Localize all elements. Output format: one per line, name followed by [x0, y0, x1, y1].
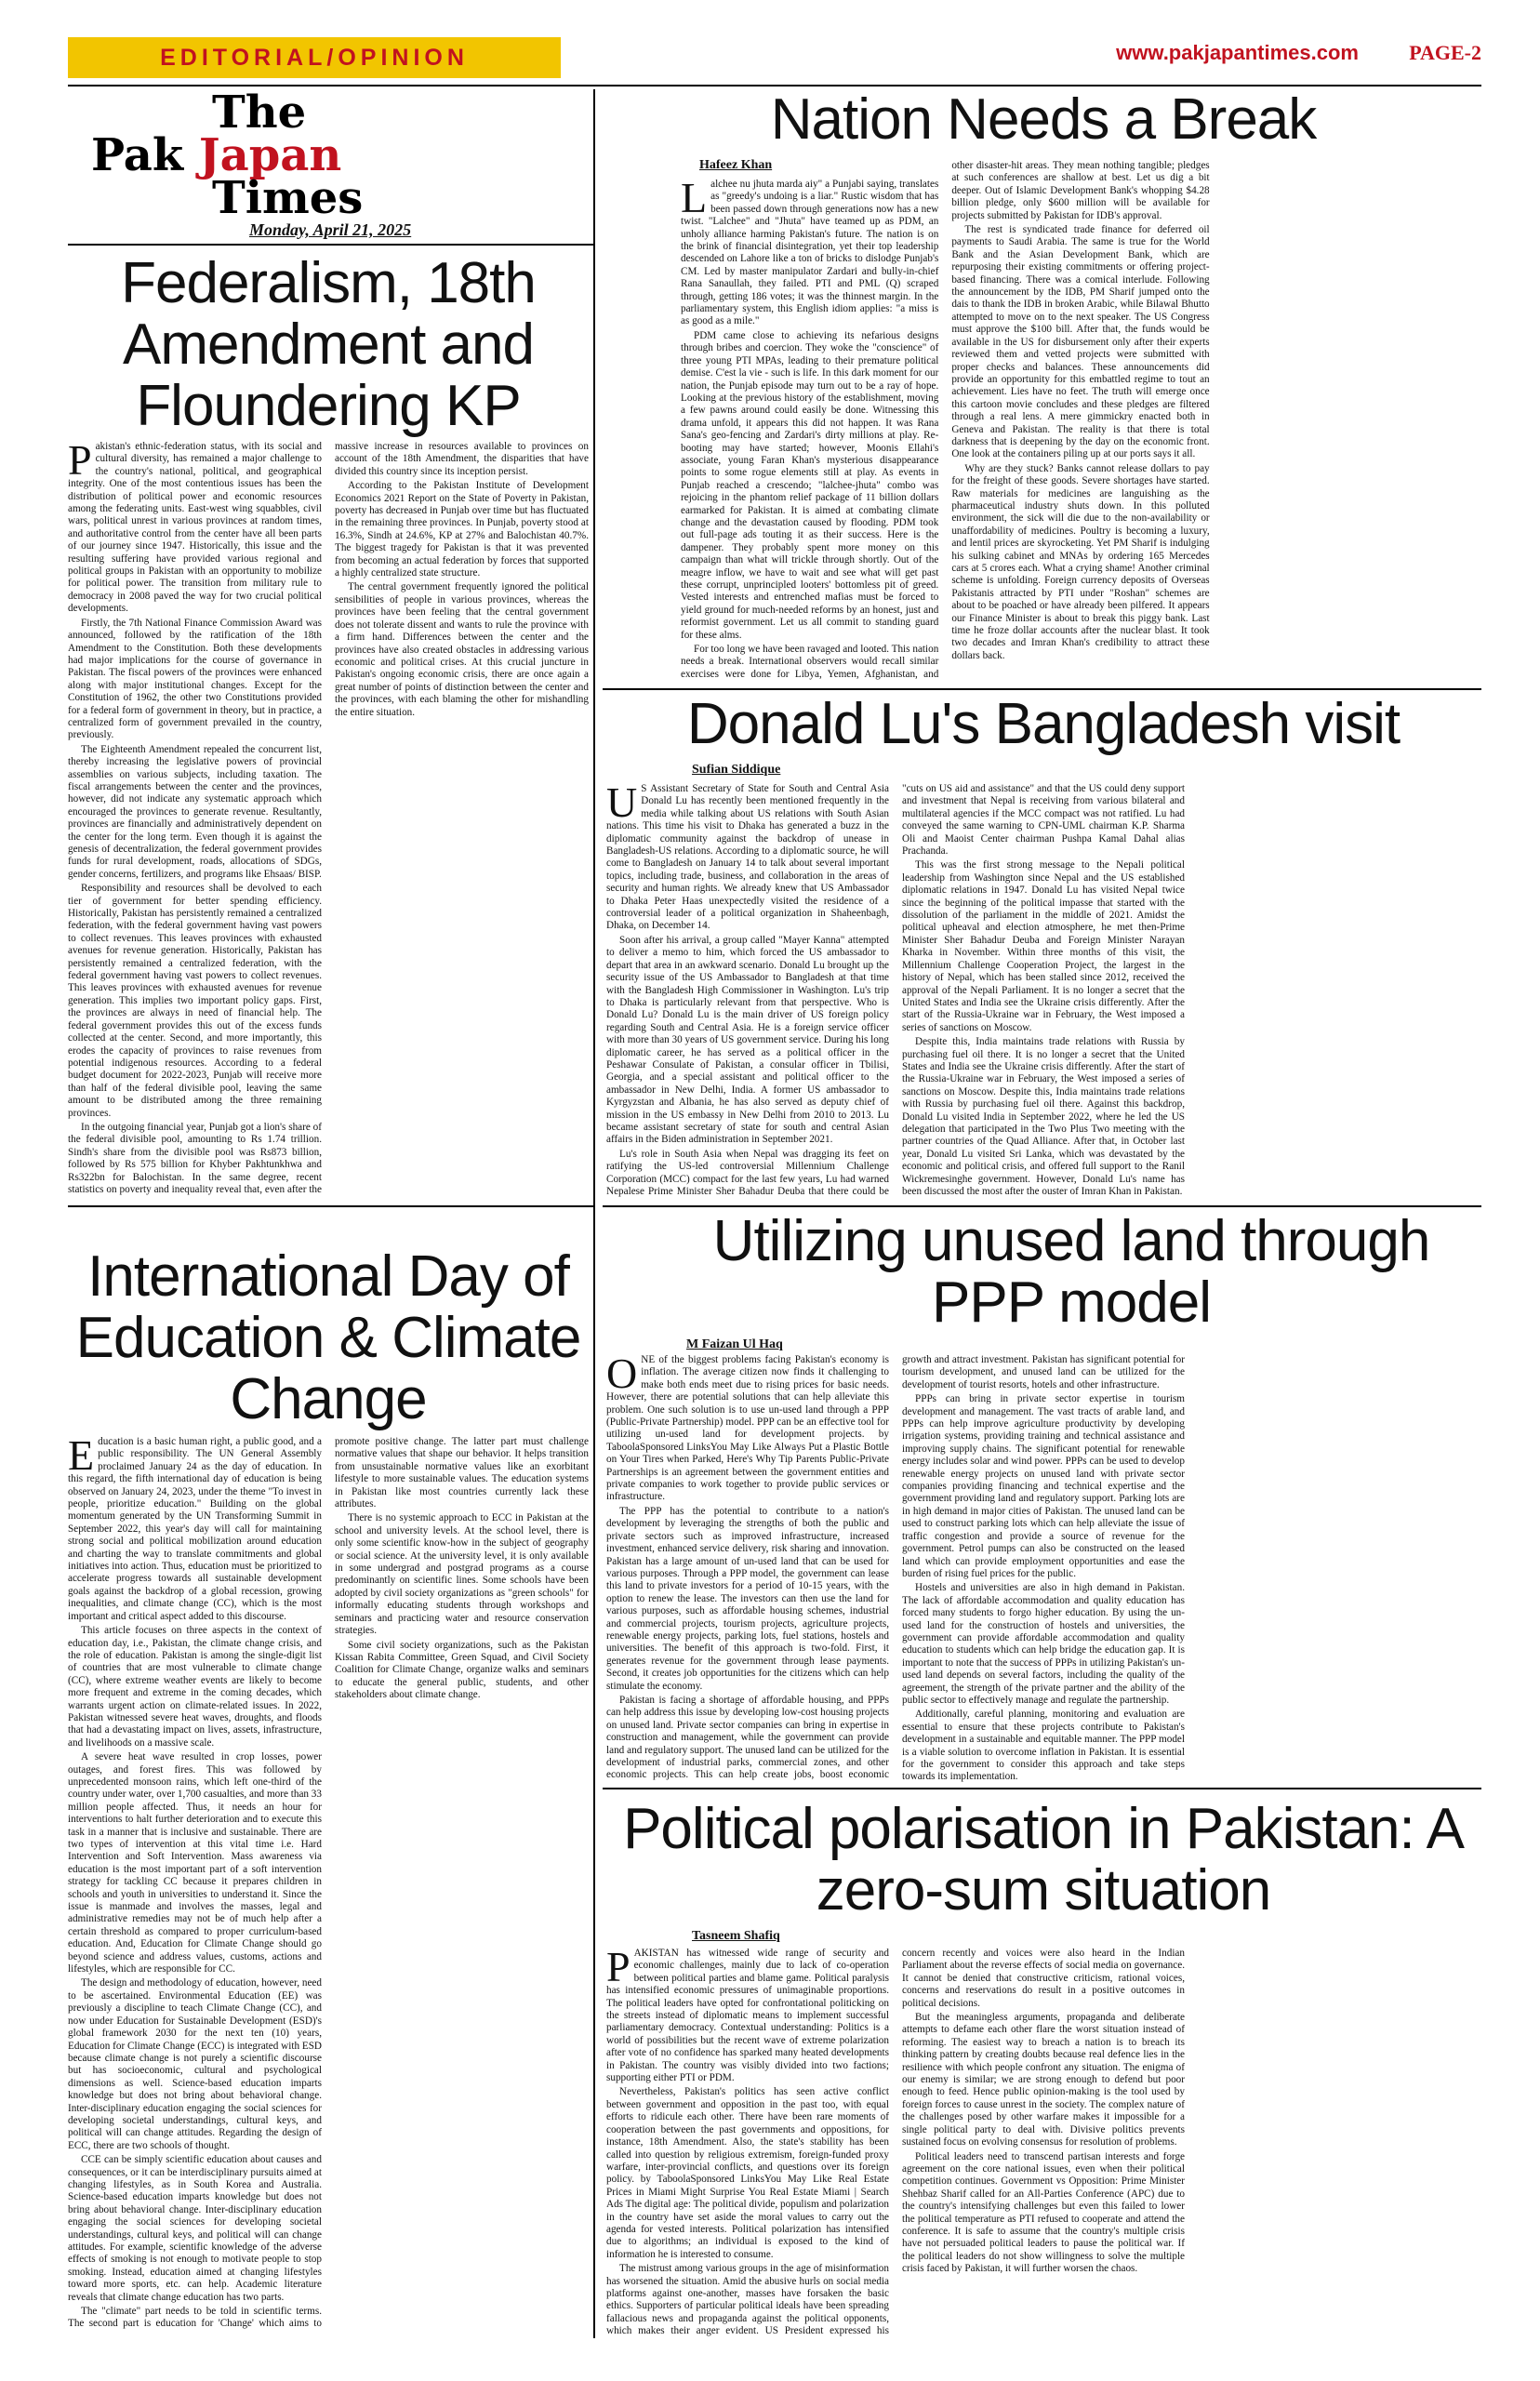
article-ppp — [606, 1211, 1480, 1784]
article-paragraph: Additionally, careful planning, monitoring and evaluation are essential to ensure that these projects contribute to Pakistan's development in a sustainable and equitable manner. The PPP model is a viable solution to overcome inflation in Pakistan. It is essential for the government to consider this approach and take steps towards its implementation. — [902, 1709, 1185, 1783]
article-paragraph: But the meaningless arguments, propaganda and deliberate attempts to defame each other flare the worst situation instead of reforming. The easiest way to breach a nation is to breach its thinking pattern by creating doubts because real defence lies in the resilience with which people confront any situation. The enigma of our enemy is similar; we are strong enough to defend but poor enough to feed. Hence public opinion-making is the tool used by foreign forces to cause unrest in the society. The complex nature of the challenges posed by other warfare makes it impossible for a single political party to deal with. Divisive politics prevents sustained focus on evolving consensus for resolution of problems. — [902, 2012, 1185, 2148]
section-rule — [68, 1205, 593, 1207]
article-paragraph: Lu's role in South Asia when Nepal was dragging its feet on ratifying the US-led controversial Millennium Challenge Corporation (MCC) compact for the last few years, Lu had warned Nepalese Prime Minister Sher Bahadur Deuba that there could be "cuts on US aid and assistance" and that the US could deny support and investment that Nepal is receiving from various bilateral and multilateral agencies if the MCC compact was not ratified. Lu had conveyed the same warning to CPN-UML chairman K.P. Sharma Oli and Maoist Center chairman Pushpa Kamal Dahal alias Prachanda. — [606, 783, 1185, 1197]
drop-cap: O — [606, 1354, 638, 1397]
article-byline: Tasneem Shafiq — [692, 1929, 780, 1943]
article-paragraph: This article focuses on three aspects in the context of education day, i.e., Pakistan, the climate change crisis, and the role of education. Pakistan is among the single-digit list of countries that are most vulnerable to climate change (CC), where extreme weather events are likely to become more frequent and extreme in the coming decades, which warrants urgent action on climate-related issues. In 2022, Pakistan witnessed severe heat waves, droughts, and floods that had a devastating impact on lives, assets, infrastructure, and livelihoods on a massive scale. — [68, 1625, 322, 1749]
article-paragraph: Nevertheless, Pakistan's politics has seen active conflict between government and opposition in the past too, with equal efforts to ridicule each other. There have been rare moments of cooperation between the past governments and oppositions, for instance, 18th Amendment. Also, the state's stability has been called into question by religious extremism, foreign-funded proxy warfare, inter-provincial conflicts, and questions over its foreign policy. by TaboolaSponsored LinksYou May Like Real Estate Prices in Miami Might Surprise You Real Estate Miami | Search Ads The digital age: The political divide, populism and polarization in the country have set aside the moral values to carry out the agenda for vested interests. Political polarization has intensified due to algorithms; an individual is exposed to the kind of information he is interested to consume. — [606, 2086, 889, 2260]
masthead-logo — [73, 86, 593, 244]
article-polarisation — [606, 1793, 1480, 2338]
section-rule — [603, 1205, 1481, 1207]
article-body — [606, 1354, 1480, 1784]
page-header — [68, 37, 1481, 78]
article-headline: Donald Lu's Bangladesh visit — [686, 692, 1401, 756]
article-federalism — [68, 249, 589, 1202]
article-body — [681, 160, 1480, 685]
article-paragraph: PDM came close to achieving its nefarious designs through bribes and coercion. They woke the "conscience" of three young PTI MPAs, leading to their premature political demise. C'est la vie - such is life. In this dark moment for our nation, the Punjab episode may turn out to be a ray of hope. Looking at the previous history of the establishment, moving a few pawns around could easily be done. Witnessing this drama unfold, it appears this did not happen. It was Rana Sana's geo-fencing and Zardari's dirty millions at play. Re-booting may have started; however, Moonis Ellahi's associate, young Faran Khan's mysterious disappearance points to some rogue elements still at play. As events in Punjab reached a crescendo; "lalchee-jhuta" combo was rejoicing in the phantom relief package of 11 billion dollars earmarked for Pakistan. It is aimed at combating climate change and the devastation caused by flooding. PDM took out full-page ads touting it as their success. Here is the dampener. They probably spent more money on this campaign than what will trickle through shortly. Out of the meagre inflow, we have to wait and see what will get past these corrupt, unprincipled looters' bottomless pit of greed. Vested interests and entrenched mafias must be forced to yield ground for much-needed reforms by an honest, just and reformist government. Let us all commit to standing guard for these alms. — [681, 329, 939, 641]
article-headline: International Day of Education & Climate Change — [75, 1244, 581, 1431]
article-headline: Political polarisation in Pakistan: A zero-sum situation — [623, 1797, 1464, 1922]
article-paragraph: The mistrust among various groups in the age of misinformation has worsened the situation. Amid the abusive hurls on social media platforms against one-another, masses have forsaken the basic ethics. Supporters of particular political ideals have been spreading fallacious news and propaganda against the political opponents, which makes their anger evident. US President expressed his concern recently and voices were also heard in the Indian Parliament about the reverse effects of social media on governance. It cannot be denied that constructive criticism, rational voices, concerns and reservations do result in a positive outcomes in political decisions. — [606, 1948, 1185, 2337]
drop-cap: P — [68, 441, 92, 484]
article-body — [68, 441, 589, 1202]
article-headline: Utilizing unused land through PPP model — [712, 1209, 1430, 1335]
article-headline: Federalism, 18th Amendment and Floundering KP — [121, 251, 536, 438]
article-body — [606, 1948, 1480, 2338]
section-label: EDITORIAL/OPINION — [68, 37, 561, 78]
masthead-pak: Pak — [91, 129, 184, 181]
article-paragraph: This was the first strong message to the Nepali political leadership from Washington since Nepal and the US established diplomatic relations in 1947. Donald Lu has visited Nepal twice since the beginning of the political impasse that started with the dissolution of the parliament in the middle of 2021. Amidst the political upheaval and election atmosphere, he met then-Prime Minister Sher Bahadur Deuba and Foreign Minister Narayan Kharka in November. Within three months of this visit, the Millennium Challenge Cooperation Project, the largest in the history of Nepal, which has been stalled since 2012, received the approval of the Nepali Parliament. It is no longer a secret that the United States and India see the Ukraine crisis differently. After the start of the Russia-Ukraine war in February, the West imposed a series of sanctions on Moscow. — [902, 859, 1185, 1033]
article-paragraph: Pakistan's ethnic-federation status, with its social and cultural diversity, has remained a major challenge to the country's national, political, and geographical integrity. One of the most contentious issues has been the distribution of political power and economic resources among the federating units. East-west wing squabbles, civil wars, political unrest in various provinces at random times, and authoritative control from the center have all been parts of our journey since 1947. Historically, this issue and the resulting suffering have provided various regional and political groups in Pakistan with an opportunity to mobilize for political power. The transition from military rule to democracy in 2008 paved the way for two crucial political developments. — [68, 441, 322, 615]
article-paragraph: PPPs can bring in private sector expertise in tourism development and management. The vast tracts of arable land, and PPPs can help improve agriculture productivity by developing irrigation systems, providing training and technical assistance and improving supply chains. The significant potential for renewable energy includes solar and wind power. PPPs can be used to develop renewable energy projects on unused land with private sector companies providing financing and technical expertise and the government providing land and regulatory support. Parking lots are in high demand in major cities of Pakistan. The unused land can be used to construct parking lots which can help alleviate the issue of traffic congestion and provide a source of revenue for the government. Petrol pumps can also be constructed on the leased land which can provide employment opportunities and ease the burden of rising fuel prices for the public. — [902, 1393, 1185, 1579]
article-body — [606, 783, 1480, 1202]
article-paragraph: ONE of the biggest problems facing Pakistan's economy is inflation. The average citizen now finds it challenging to make both ends meet due to rising prices for basic needs. However, there are potential solutions that can help alleviate this problem. One such solution is to use un-used land through a PPP (Public-Private Partnership) model. PPP can be an effective tool for utilizing un-used land for development projects. by TaboolaSponsored LinksYou May Like Always Put a Plastic Bottle on Your Tires when Parked, Here's Why Tip Parents Public-Private Partnerships is an agreement between the government entities and private companies to work together to provide public services or infrastructure. — [606, 1354, 889, 1503]
article-paragraph: Responsibility and resources shall be devolved to each tier of government for better spending efficiency. Historically, Pakistan has persistently remained a centralized federation, with the federal government having vast powers to collect revenues. This leaves provinces with exhausted avenues for revenue generation. Historically, Pakistan has persistently remained a centralized federation, with the federal government having vast powers to collect revenues. This leaves provinces with exhausted avenues for revenue generation. This implies two important policy gaps. First, the provinces are always in need of financial help. The federal government provides this out of the excess funds collected at the center. Second, and more importantly, this erodes the capacity of provinces to raise revenues from potential indigenous resources. According to a federal budget document for 2022-2023, Punjab will receive more than half of the federal divisible pool, leaving the same amount to be distributed among the three remaining provinces. — [68, 883, 322, 1119]
masthead-line-1: The — [212, 86, 307, 139]
article-paragraph: For too long we have been ravaged and looted. This nation needs a break. International observers would recall similar exercises were done for Libya, Yemen, Afghanistan, and other disaster-hit areas. They mean nothing tangible; pledges at such conferences are shallow at best. Let us dig a bit deeper. Out of Islamic Development Bank's whopping $4.28 billion pledge, only $600 million will be available for projects submitted by Pakistan for IDB's approval. — [681, 160, 1210, 680]
drop-cap: P — [606, 1948, 631, 1990]
article-paragraph: Political leaders need to transcend partisan interests and forge agreement on the core national issues, even when their political competition continues. Government vs Opposition: Prime Minister Shehbaz Sharif called for an All-Parties Conference (APC) due to the country's intensifying challenges but even this failed to lower the political temperature as PTI refused to cooperate and attend the conference. It is safe to assume that the country's multiple crisis have not persuaded political leaders to pause the political war. If the political leaders do not show willingness to solve the multiple crisis faced by Pakistan, it will further worsen the chaos. — [902, 2150, 1185, 2275]
masthead-line-3: Times — [212, 172, 364, 224]
article-paragraph: Despite this, India maintains trade relations with Russia by purchasing fuel oil there. It is no longer a secret that the United States and India see the Ukraine crisis differently. After the start of the Russia-Ukraine war in February, the West imposed a series of sanctions on Moscow. Despite this, India maintains trade relations with Russia by purchasing fuel oil there. Against this backdrop, Donald Lu visited India in September 2022, where he led the US delegation that participated in the Two Plus Two meeting with the partner countries of the Quad Alliance. After that, in October last year, Donald Lu visited Sri Lanka, which was devastated by the economic and political crisis, and offered full support to the Ranil Wickremesinghe government. However, Donald Lu's name has been discussed the most after the ouster of Imran Khan in Pakistan. — [902, 1036, 1185, 1197]
article-byline: M Faizan Ul Haq — [686, 1337, 783, 1351]
article-body — [68, 1436, 589, 2338]
article-paragraph: Hostels and universities are also in high demand in Pakistan. The lack of affordable accommodation and quality education has forced many students to forgo higher education. By using the un-used land for the construction of hostels and universities, the government can provide affordable accommodation and quality education to students which can help bridge the education gap. It is important to note that the success of PPPs in utilizing Pakistan's un-used land depends on several factors, including the quality of the agreement, the strength of the private partner and the ability of the public sector to effectively manage and regulate the partnership. — [902, 1582, 1185, 1706]
masthead-rule — [68, 244, 593, 246]
article-paragraph: According to the Pakistan Institute of Development Economics 2021 Report on the State of Poverty in Pakistan, poverty has decreased in Punjab over time but has fluctuated in the remaining three provinces. In Punjab, poverty stood at 16.3%, Sindh at 24.6%, KP at 27% and Balochistan 40.7%. The biggest tragedy for Pakistan is that it was prevented from becoming an actual federation by forces that supported a highly centralized state structure. — [335, 480, 589, 579]
article-paragraph: The central government frequently ignored the political sensibilities of people in various provinces, whereas the provinces have been feeling that the central government does not tolerate dissent and wants to rule the province with a firm hand. Differences between the center and the provinces have also created obstacles in addressing various economic and political crises. At this crucial juncture in Pakistan's ongoing economic crisis, there are once again a great number of points of distinction between the center and the provinces, with each blaming the other for mishandling the entire situation. — [335, 581, 589, 718]
article-paragraph: The rest is syndicated trade finance for deferred oil payments to Saudi Arabia. The same is true for the World Bank and the Asian Development Bank, which are repurposing their existing commitments or offering project-based financing. There was a comical interlude. Following the announcement by the IDB, PM Sharif jumped onto the dais to thank the IDB in broken Arabic, while Bilawal Bhutto attempted to move on to the next speaker. The US Congress must approve the $100 bill. After that, the funds would be available in the US for disbursement only after their experts reviewed them and vetted projects were submitted with proper checks and balances. These announcements did provide an opportunity for this embattled regime to tout an achievement. Lies have no feet. The truth will emerge once this cartoon movie concludes and these pledges are filtered through a real lens. A mere gimmickry enacted both in Geneva and Pakistan. The reality is that there is total darkness that is deepening by the day on the economic front. One look at the containers piling up at our ports says it all. — [951, 224, 1210, 460]
site-url-link[interactable]: www.pakjapantimes.com — [1116, 41, 1359, 64]
article-paragraph: Soon after his arrival, a group called "Mayer Kanna" attempted to deliver a memo to him, which forced the US ambassador to depart that area in an awkward scenario. Donald Lu brought up the security issue of the US Ambassador to Bangladesh at that time with the Bangladesh High Commissioner in Washington. Lu's trip to Dhaka is particularly relevant from that perspective. Who is Donald Lu? Donald Lu is the main driver of US foreign policy regarding South and Central Asia. He is a foreign service officer with more than 30 years of US government service. During his long diplomatic career, he has served as a political officer in the Peshawar Consulate of Pakistan, a consular officer in Tbilisi, Georgia, and a special assistant and political officer to the ambassador in New Delhi, India. A former US ambassador to Kyrgyzstan and Albania, he has also served as deputy chief of mission in the US embassy in New Delhi from 2010 to 2013. Lu became assistant secretary of state for south and central Asian affairs in the Biden administration in September 2021. — [606, 934, 889, 1146]
article-paragraph: Firstly, the 7th National Finance Commission Award was announced, followed by the ratification of the 18th Amendment to the Constitution. Both these developments had major implications for the course of governance in Pakistan. The fiscal powers of the provinces were enhanced along with major institutional changes. Except for the Constitution of 1962, the other two Constitutions provided for a federal form of government in theory, but in practice, a centralized form of government prevailed in the country, previously. — [68, 617, 322, 741]
page-number: PAGE-2 — [1409, 41, 1481, 64]
article-paragraph: Lalchee nu jhuta marda aiy" a Punjabi saying, translates as "greedy's undoing is a liar." Rustic wisdom that has been passed down through generations now has a new twist. "Lalchee" and "Jhuta" have teamed up as PDM, an unholy alliance harming Pakistan's future. The nation is on the brink of financial disintegration, yet their top leadership descended on Lahore like a ton of bricks to dislodge Punjab's CM. Led by master manipulator Zardari and bully-in-chief Rana Sanaullah, they failed. PTI and PML (Q) scraped through, getting 186 votes; it was the thinnest margin. In the parliamentary system, this English idiom applies: "a miss is as good as a mile." — [681, 174, 939, 327]
masthead-japan: Japan — [198, 129, 342, 181]
article-paragraph: The "climate" part needs to be told in scientific terms. The second part is education for 'Change' which aims to promote positive change. The latter part must challenge normative values that shape our behavior. It helps transition from unsustainable normative values like an exorbitant lifestyle to more sustainable values. The education systems in Pakistan like most countries currently lack these attributes. — [68, 1436, 589, 2330]
article-donald-lu — [606, 694, 1480, 1202]
article-nation — [606, 89, 1480, 685]
article-education — [68, 1211, 589, 2338]
article-paragraph: A severe heat wave resulted in crop losses, power outages, and forest fires. This was followed by unprecedented monsoon rains, which left one-third of the country under water, over 1,700 casualties, and more than 33 million people affected. Thus, it needs an hour for interventions to halt further deterioration and to execute this task in a manner that is inclusive and sustainable. There are two types of intervention at this vital time i.e. Hard Intervention and Soft Intervention. Mass awareness via education is the most important part of a soft intervention strategy for tackling CC because it prepares children in schools and youth in universities to understand it. Since the issue is manmade and involves the masses, legal and administrative remedies may not be of much help after a certain threshold as compared to proper curriculum-based education. And, Education for Climate Change should go beyond science and address values, customs, actions and lifestyles, which are responsible for CC. — [68, 1751, 322, 1975]
article-paragraph: The design and methodology of education, however, need to be ascertained. Environmental Education (EE) was previously a discipline to teach Climate Change (CC), and now under Education for Sustainable Development (ESD)'s global framework 2030 for the next ten (10) years, Education for Climate Change (ECC) is integrated with ESD because climate change is not purely a scientific discourse but has socioeconomic, cultural and psychological dimensions as well. Science-based education imparts knowledge but does not bring about behavioral change. Inter-disciplinary education engaging the social sciences for developing societal understandings, cultural keys, and political will can change attitudes. Regarding the design of ECC, there are two schools of thought. — [68, 1977, 322, 2151]
article-paragraph: In the outgoing financial year, Punjab got a lion's share of the federal divisible pool, amounting to Rs 1.74 trillion. Sindh's share from the divisible pool was Rs873 billion, followed by Rs 575 billion for Khyber Pakhtunkhwa and Rs322bn for Balochistan. In the same degree, recent statistics on poverty and inequality reveal that, even after the massive increase in resources available to provinces on account of the 18th Amendment, the disparities that have divided this country since its inception persist. — [68, 441, 589, 1195]
article-paragraph: The Eighteenth Amendment repealed the concurrent list, thereby increasing the legislative powers of provincial assemblies on various subjects, including taxation. The fiscal arrangements between the center and the provinces, however, did not indicate any systematic approach which encouraged the provinces to generate revenue. Resultantly, provinces are financially and administratively dependent on the center for the long term. Even though it is against the genesis of decentralization, the federal government provides funds for rural development, roads, allocations of SDGs, gender concerns, fertilizers, and programs like Ehsaas/ BISP. — [68, 743, 322, 880]
article-paragraph: The PPP has the potential to contribute to a nation's development by leveraging the strengths of both the public and private sectors such as improved infrastructure, increased investment, enhanced service delivery, risk sharing and innovation. Pakistan has a large amount of un-used land that can be used for various purposes. Through a PPP model, the government can lease this land to private investors for a period of 10-15 years, with the option to renew the lease. The investors can then use the land for various purposes, such as affordable housing schemes, industrial and commercial projects, tourism projects, agriculture projects, renewable energy projects, parking lots, fuel stations, hostels and universities. The benefit of this approach is two-fold. First, it generates revenue for the government through lease payments. Second, it creates job opportunities for the citizens which can help stimulate the economy. — [606, 1505, 889, 1692]
article-paragraph: Some civil society organizations, such as the Pakistan Kissan Rabita Committee, Green Squad, and Civil Society Coalition for Climate Change, organize walks and seminars to educate the general public, students, and other stakeholders about climate change. — [335, 1639, 589, 1701]
drop-cap: U — [606, 783, 638, 826]
issue-date: Monday, April 21, 2025 — [249, 220, 412, 239]
article-headline: Nation Needs a Break — [770, 87, 1317, 152]
article-paragraph: Pakistan is facing a shortage of affordable housing, and PPPs can help address this issue by developing low-cost housing projects on unused land. Private sector companies can bring in expertise in construction and management, while the government can provide land and regulatory support. The unused land can be utilized for the development of industrial parks, commercial zones, and other economic projects. This can help create jobs, boost economic growth and attract investment. Pakistan has significant potential for tourism development, and unused land can be utilized for the development of tourist resorts, hotels and other infrastructure. — [606, 1354, 1185, 1781]
article-byline: Sufian Siddique — [692, 763, 781, 777]
article-byline: Hafeez Khan — [699, 158, 773, 172]
column-divider — [593, 89, 595, 2338]
article-paragraph: Education is a basic human right, a public good, and a public responsibility. The UN General Assembly proclaimed January 24 as the day of education. In this regard, the fifth international day of education is being observed on January 24, 2023, under the theme "To invest in people, prioritize education." Building on the global momentum generated by the UN Transforming Summit in September 2022, this year's day will call for maintaining strong social and political mobilization around education and charting the way to translate commitments and global initiatives into action. Thus, education must be prioritized to accelerate progress towards all sustainable development goals against the backdrop of a global recession, growing inequalities, and climate change (CC), which is the most important and critical aspect added to this discourse. — [68, 1436, 322, 1622]
section-rule — [603, 1788, 1481, 1789]
article-paragraph: U S Assistant Secretary of State for South and Central Asia Donald Lu has recently been mentioned frequently in the media while talking about US relations with South Asian nations. This time his visit to Dhaka has generated a buzz in the diplomatic community against the backdrop of unease in Bangladesh-US relations. According to a diplomatic source, he will come to Bangladesh on January 14 to talk about several important topics, including trade, business, and collaboration in the areas of security and human rights. We already knew that US Ambassador to Dhaka Peter Haas unexpectedly visited the residence of a controversial leader of a political organization in Shaheenbagh, Dhaka, on December 14. — [606, 783, 889, 932]
drop-cap: E — [68, 1436, 95, 1479]
article-paragraph: There is no systemic approach to ECC in Pakistan at the school and university levels. At the school level, there is only some scientific know-how in the subject of geography or social science. At the university level, it is only available in some undergrad and postgrad programs as a course predominantly on scientific lines. Some schools have been adopted by civil society organizations as "green schools" for informally educating students through workshops and seminars and practicing water and resource conservation strategies. — [335, 1512, 589, 1637]
article-paragraph: CCE can be simply scientific education about causes and consequences, or it can be interdisciplinary pursuits aimed at changing lifestyles, as in South Korea and Australia. Science-based education imparts knowledge but does not bring about behavioral change. Inter-disciplinary education engaging the social sciences for developing societal understandings, cultural keys, and political will can change attitudes. For example, scientific knowledge of the adverse effects of smoking is not enough to motivate people to stop smoking. Instead, education aimed at changing lifestyles toward more sports, etc. can help. Academic literature reveals that climate change education has two parts. — [68, 2154, 322, 2303]
article-paragraph: PAKISTAN has witnessed wide range of security and economic challenges, mainly due to lack of co-operation between political parties and blame game. Political paralysis has intensified economic pressures of unimaginable proportions. The political leaders have opted for confrontational politicking on the streets instead of diplomatic means to implement successful parliamentary democracy. Contextual understanding: Politics is a world of possibilities but the recent wave of extreme polarization after vote of no confidence has sparked many heated developments in Pakistan. The country was visibly divided into two factions; supporting either PTI or PDM. — [606, 1948, 889, 2084]
article-paragraph: Why are they stuck? Banks cannot release dollars to pay for the freight of these goods. Severe shortages have started. Raw materials for medicines are languishing as the pharmaceutical industry shuts down. In this polluted environment, the sick will die due to the non-availability or unaffordability of medicines. Poultry is becoming a luxury, and lentil prices are skyrocketing. Yet PM Sharif is indulging his sulking cabinet and MNAs by ordering 165 Mercedes cars at 5 crores each. What a crying shame! Another criminal scheme is unfolding. Foreign currency deposits of Overseas Pakistanis attracted by PTI under "Roshan" schemes are about to be poached or have already been pilfered. It appears our Finance Minister is about to break this piggy bank. Last time he froze dollar accounts after the nuclear blast. It took two decades and Imran Khan's credibility to attract these dollars back. — [951, 462, 1210, 661]
drop-cap: L — [681, 174, 708, 221]
section-rule — [603, 688, 1481, 690]
